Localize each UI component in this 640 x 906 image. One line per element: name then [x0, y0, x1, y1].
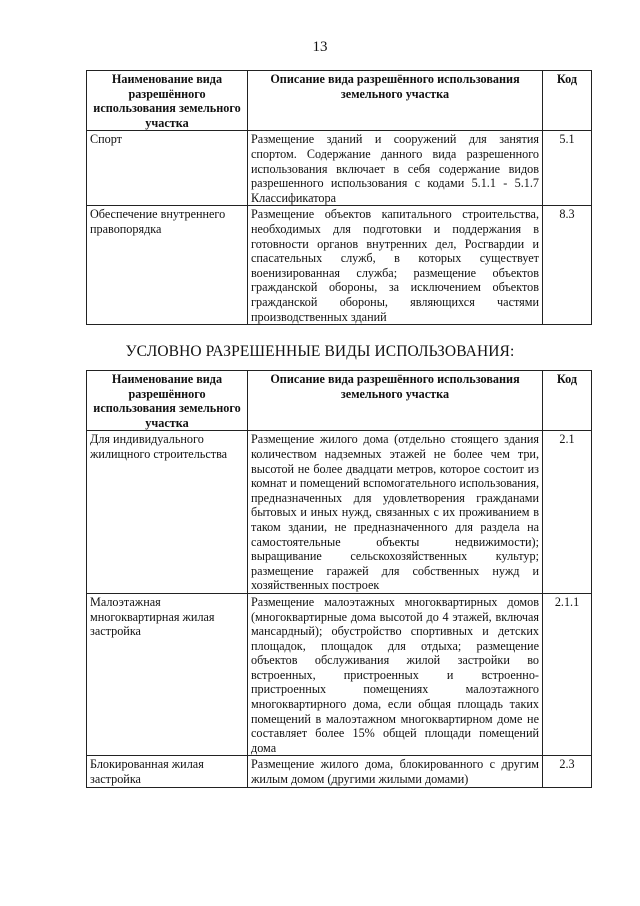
table-header	[87, 71, 592, 131]
header-row	[87, 371, 592, 431]
use-code: 2.1.1	[543, 593, 592, 756]
table-row	[87, 593, 592, 756]
page-number: 13	[312, 39, 328, 55]
use-name: Блокированная жилая застройка	[87, 756, 248, 787]
use-name: Спорт	[87, 131, 248, 206]
table-row	[87, 756, 592, 787]
section-heading: УСЛОВНО РАЗРЕШЕННЫЕ ВИДЫ ИСПОЛЬЗОВАНИЯ:	[125, 343, 515, 360]
use-code: 2.1	[543, 431, 592, 594]
table-header	[87, 371, 592, 431]
permitted-uses-table	[86, 70, 592, 325]
use-description: Размещение объектов капитального строительства, необходимых для подготовки и поддержания в готовности органов внутренних дел, Росгвардии и спасательных служб, в которых существует военизированная служба; размещение объектов гражданской обороны, за исключением объектов гражданской обороны, являющихся частями производственных зданий	[248, 206, 543, 325]
use-description: Размещение жилого дома, блокированного с другим жилым домом (другими жилыми домами)	[248, 756, 543, 787]
use-description: Размещение жилого дома (отдельно стоящего здания количеством надземных этажей не более чем три, высотой не более двадцати метров, которое состоит из комнат и помещений вспомогательного использования, предназначенных для удовлетворения гражданами бытовых и иных нужд, связанных с их проживанием в таком здании, не предназначенного для раздела на самостоятельные объекты недвижимости); выращивание сельскохозяйственных культур; размещение гаражей для собственных нужд и хозяйственных построек	[248, 431, 543, 594]
header-name: Наименование вида разрешённого использования земельного участка	[87, 71, 248, 131]
table-row	[87, 431, 592, 594]
header-description: Описание вида разрешённого использования земельного участка	[248, 371, 543, 431]
use-code: 5.1	[543, 131, 592, 206]
header-description: Описание вида разрешённого использования земельного участка	[248, 71, 543, 131]
use-name: Для индивидуального жилищного строительства	[87, 431, 248, 594]
use-name: Малоэтажная многоквартирная жилая застройка	[87, 593, 248, 756]
table-row	[87, 206, 592, 325]
header-code: Код	[543, 371, 592, 431]
use-description: Размещение малоэтажных многоквартирных домов (многоквартирные дома высотой до 4 этажей, включая мансардный); обустройство спортивных и детских площадок, площадок для отдыха; размещение объектов обслуживания жилой застройки во встроенных, пристроенных и встроенно-пристроенных помещениях малоэтажного многоквартирного дома, если общая площадь таких помещений в малоэтажном многоквартирном доме не составляет более 15% общей площади помещений дома	[248, 593, 543, 756]
use-code: 8.3	[543, 206, 592, 325]
conditional-uses-table	[86, 370, 592, 788]
table-row	[87, 131, 592, 206]
header-name: Наименование вида разрешённого использования земельного участка	[87, 371, 248, 431]
use-name: Обеспечение внутреннего правопорядка	[87, 206, 248, 325]
header-code: Код	[543, 71, 592, 131]
use-description: Размещение зданий и сооружений для занятия спортом. Содержание данного вида разрешенного использования включает в себя содержание видов разрешенного использования с кодами 5.1.1 - 5.1.7 Классификатора	[248, 131, 543, 206]
header-row	[87, 71, 592, 131]
use-code: 2.3	[543, 756, 592, 787]
